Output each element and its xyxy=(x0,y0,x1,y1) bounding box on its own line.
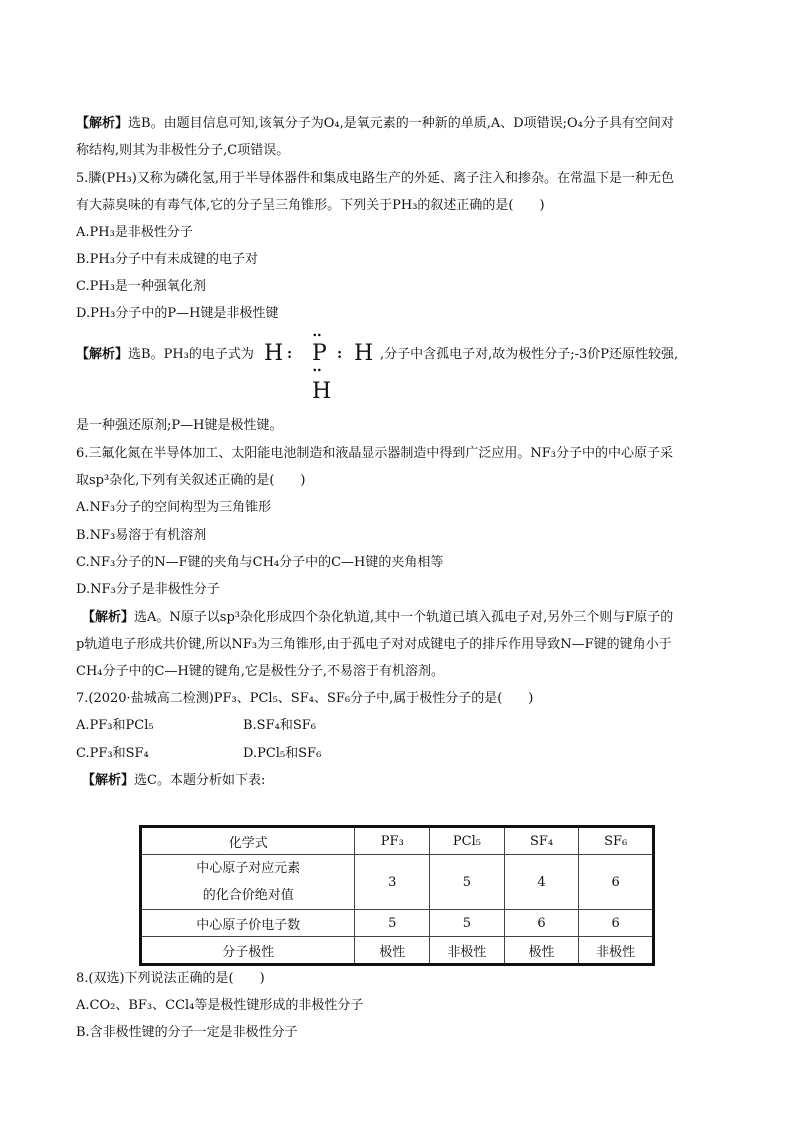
lewis-p-center: P xyxy=(312,341,327,366)
table-header-row xyxy=(141,827,654,855)
table-header-cell: PCl₅ xyxy=(430,827,505,855)
table-header-cell: SF₆ xyxy=(579,827,654,855)
q6-option-a: A.NF₃分子的空间构型为三角锥形 xyxy=(76,500,272,515)
q6-analysis-text: 选A。N原子以sp³杂化形成四个杂化轨道,其中一个轨道已填入孤电子对,另外三个则与F原子的 xyxy=(134,610,674,625)
q5-analysis-pre: 选B。PH₃的电子式为 xyxy=(128,347,254,362)
table-cell: 5 xyxy=(430,910,505,937)
q8-stem: 8.(双选)下列说法正确的是( ) xyxy=(76,971,265,986)
q6-option-d: D.NF₃分子是非极性分子 xyxy=(76,582,220,597)
table-row xyxy=(141,910,654,937)
analysis-tag: 【解析】 xyxy=(82,773,135,788)
q4-analysis-line-1 xyxy=(76,115,726,133)
lewis-h-bottom: H xyxy=(312,379,332,404)
q7-analysis xyxy=(82,772,732,790)
analysis-tag: 【解析】 xyxy=(76,116,129,131)
lewis-pair-top: : xyxy=(309,332,326,338)
q5-option-b: B.PH₃分子中有未成键的电子对 xyxy=(76,252,258,267)
q6-option-c: C.NF₃分子的N—F键的夹角与CH₄分子中的C—H键的夹角相等 xyxy=(76,555,444,570)
lewis-pair-bottom: : xyxy=(309,367,326,373)
lewis-h-right: H xyxy=(354,341,374,366)
table-header-cell: 化学式 xyxy=(141,827,355,855)
q4-analysis-text: 选B。由题目信息可知,该氧分子为O₄,是氧元素的一种新的单质,A、D项错误;O₄分子具有空间对 xyxy=(128,116,674,131)
table-cell: 非极性 xyxy=(579,937,654,965)
q6-analysis-line-2: p轨道电子形成共价键,所以NF₃为三角锥形,由于孤电子对对成键电子的排斥作用导致N—F键的键角小于 xyxy=(76,637,672,652)
table-cell: 非极性 xyxy=(430,937,505,965)
table-cell: 4 xyxy=(504,855,579,910)
table-row-label: 分子极性 xyxy=(141,937,355,965)
q6-analysis-line-3: CH₄分子中的C—H键的键角,它是极性分子,不易溶于有机溶剂。 xyxy=(76,664,445,679)
ph3-lewis-structure xyxy=(264,332,376,404)
q5-option-d: D.PH₃分子中的P—H键是非极性键 xyxy=(76,306,279,321)
analysis-tag: 【解析】 xyxy=(76,347,129,362)
q5-analysis-line-2: 是一种强还原剂;P—H键是极性键。 xyxy=(76,418,283,433)
table-row-label-line-1: 中心原子对应元素 xyxy=(196,861,301,876)
q5-stem-line-2: 有大蒜臭味的有毒气体,它的分子呈三角锥形。下列关于PH₃的叙述正确的是( ) xyxy=(76,198,545,213)
q7-option-c: C.PF₃和SF₄ xyxy=(76,746,149,761)
table-row xyxy=(141,937,654,965)
lewis-pair-left: : xyxy=(287,346,293,362)
q7-stem: 7.(2020·盐城高二检测)PF₃、PCl₅、SF₄、SF₆分子中,属于极性分子的是( ) xyxy=(76,691,534,706)
table-header-cell: SF₄ xyxy=(504,827,579,855)
table-cell: 5 xyxy=(430,855,505,910)
q7-option-d: D.PCl₅和SF₆ xyxy=(243,746,322,761)
q8-option-a: A.CO₂、BF₃、CCl₄等是极性键形成的非极性分子 xyxy=(76,998,364,1013)
table-cell: 5 xyxy=(355,910,430,937)
analysis-tag: 【解析】 xyxy=(82,610,135,625)
lewis-pair-right: : xyxy=(337,346,343,362)
q7-option-b: B.SF₄和SF₆ xyxy=(243,718,316,733)
q5-stem-line-1: 5.膦(PH₃)又称为磷化氢,用于半导体器件和集成电路生产的外延、离子注入和掺杂。在常温下是一种无色 xyxy=(76,171,674,186)
polarity-table xyxy=(139,825,655,966)
q5-option-c: C.PH₃是一种强氧化剂 xyxy=(76,279,206,294)
q7-option-a: A.PF₃和PCl₅ xyxy=(76,718,154,733)
q5-option-a: A.PH₃是非极性分子 xyxy=(76,225,193,240)
table-row-label: 中心原子价电子数 xyxy=(141,910,355,937)
table-cell: 6 xyxy=(579,855,654,910)
q6-stem-line-1: 6.三氟化氮在半导体加工、太阳能电池制造和液晶显示器制造中得到广泛应用。NF₃分子中的中心原子采 xyxy=(76,446,674,461)
table-header-cell: PF₃ xyxy=(355,827,430,855)
table-cell: 6 xyxy=(504,910,579,937)
table-cell: 极性 xyxy=(504,937,579,965)
q6-option-b: B.NF₃易溶于有机溶剂 xyxy=(76,528,207,543)
lewis-h-left: H xyxy=(264,341,284,366)
q8-option-b: B.含非极性键的分子一定是非极性分子 xyxy=(76,1025,298,1040)
q4-analysis-line-2: 称结构,则其为非极性分子,C项错误。 xyxy=(76,143,290,158)
table-cell: 3 xyxy=(355,855,430,910)
table-row-label xyxy=(141,855,355,910)
q7-analysis-text: 选C。本题分析如下表: xyxy=(134,773,266,788)
q6-stem-line-2: 取sp³杂化,下列有关叙述正确的是( ) xyxy=(76,473,306,488)
table-row xyxy=(141,855,654,910)
table-cell: 6 xyxy=(579,910,654,937)
table-cell: 极性 xyxy=(355,937,430,965)
q6-analysis-line-1 xyxy=(82,609,732,627)
q5-analysis-post: ,分子中含孤电子对,故为极性分子;-3价P还原性较强, xyxy=(380,347,679,362)
table-row-label-line-2: 的化合价绝对值 xyxy=(202,888,294,903)
